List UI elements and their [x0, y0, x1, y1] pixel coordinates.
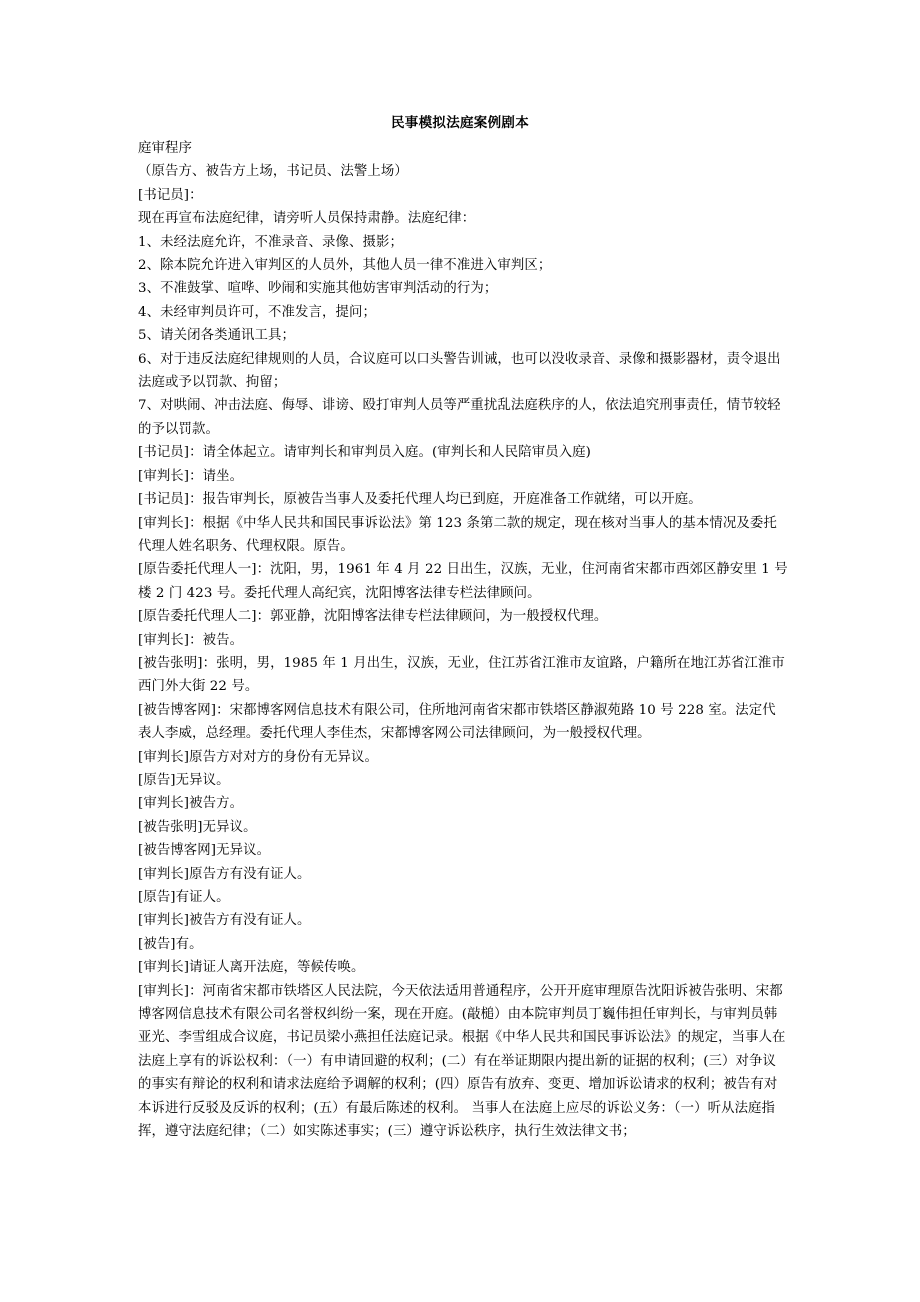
paragraph: [审判长]：根据《中华人民共和国民事诉讼法》第 123 条第二款的规定，现在核对当事人的基本情况及委托代理人姓名职务、代理权限。原告。 — [138, 515, 777, 554]
paragraph: 现在再宣布法庭纪律，请旁听人员保持肃静。法庭纪律： — [138, 211, 476, 227]
paragraph: [被告张明]：张明，男，1985 年 1 月出生，汉族，无业，住江苏省江淮市友谊路，户籍所在地江苏省江淮市西门外大街 22 号。 — [138, 655, 785, 695]
paragraph: 5、请关闭各类通讯工具； — [138, 328, 296, 344]
document-title: 民事模拟法庭案例剧本 — [391, 115, 529, 131]
paragraph: 2、除本院允许进入审判区的人员外，其他人员一律不准进入审判区； — [138, 258, 552, 274]
document-body — [138, 137, 788, 1143]
paragraph: 6、对于违反法庭纪律规则的人员，合议庭可以口头警告训诫，也可以没收录音、录像和摄影器材，责令退出法庭或予以罚款、拘留； — [138, 351, 781, 391]
paragraph: [原告]有证人。 — [138, 890, 230, 905]
paragraph: 3、不准鼓掌、喧哗、吵闹和实施其他妨害审判活动的行为； — [138, 281, 498, 297]
paragraph: [书记员]：请全体起立。请审判长和审判员入庭。(审判长和人民陪审员入庭) — [138, 445, 591, 461]
paragraph: [审判长]：河南省宋都市铁塔区人民法院，今天依法适用普通程序，公开开庭审理原告沈阳诉被告张明、宋都博客网信息技术有限公司名誉权纠纷一案，现在开庭。(敲槌）由本院审判员丁巍伟担任审判长，与审判员韩亚光、李雪组成合议庭，书记员梁小燕担任法庭记录。根据《中华人民共和国民事诉讼法》的规定，当事人在法庭上享有的诉讼权利：（一）有申请回避的权利；(二）有在举证期限内提出新的证据的权利；(三）对争议的事实有辩论的权利和请求法庭给予调解的权利；(四）原告有放弃、变更、增加诉讼请求的权利；被告有对本诉进行反驳及反诉的权利；(五）有最后陈述的权利。 当事人在法庭上应尽的诉讼义务：（一）听从法庭指挥，遵守法庭纪律；（二）如实陈述事实；(三）遵守诉讼秩序，执行生效法律文书； — [138, 983, 786, 1140]
paragraph: 7、对哄闹、冲击法庭、侮辱、诽谤、殴打审判人员等严重扰乱法庭秩序的人，依法追究刑事责任，情节较轻的予以罚款。 — [138, 398, 781, 437]
paragraph: [审判长]被告方有没有证人。 — [138, 913, 311, 929]
paragraph: [审判长]请证人离开法庭，等候传唤。 — [138, 960, 365, 976]
paragraph: [审判长]：请坐。 — [138, 468, 244, 484]
paragraph: [审判长]被告方。 — [138, 796, 244, 812]
paragraph: [审判长]：被告。 — [138, 632, 244, 648]
paragraph: [审判长]原告方有没有证人。 — [138, 866, 311, 882]
paragraph: [原告委托代理人二]：郭亚静，沈阳博客法律专栏法律顾问，为一般授权代理。 — [138, 609, 608, 625]
paragraph: [被告博客网]无异议。 — [138, 843, 271, 859]
paragraph: [原告委托代理人一]：沈阳，男，1961 年 4 月 22 日出生，汉族，无业，住河南省宋都市西郊区静安里 1 号楼 2 门 423 号。委托代理人高纪宾，沈阳博客法律专栏法律顾问。 — [138, 562, 788, 601]
paragraph: [书记员]：报告审判长，原被告当事人及委托代理人均已到庭，开庭准备工作就绪，可以开庭。 — [138, 492, 702, 508]
paragraph: 1、未经法庭允许，不准录音、录像、摄影； — [138, 234, 403, 250]
paragraph: [被告张明]无异议。 — [138, 819, 257, 835]
paragraph: [被告]有。 — [138, 936, 203, 952]
paragraph: [审判长]原告方对对方的身份有无异议。 — [138, 749, 378, 765]
paragraph: [被告博客网]：宋都博客网信息技术有限公司，住所地河南省宋都市铁塔区静淑苑路 10 号 228 室。法定代表人李威，总经理。委托代理人李佳杰，宋都博客网公司法律顾问，为一般授权代理。 — [138, 702, 776, 742]
paragraph: 4、未经审判员许可，不准发言，提问； — [138, 304, 376, 320]
paragraph: （原告方、被告方上场，书记员、法警上场） — [138, 164, 408, 180]
paragraph: [原告]无异议。 — [138, 772, 230, 788]
paragraph: [书记员]： — [138, 187, 203, 203]
paragraph: 庭审程序 — [138, 141, 192, 156]
